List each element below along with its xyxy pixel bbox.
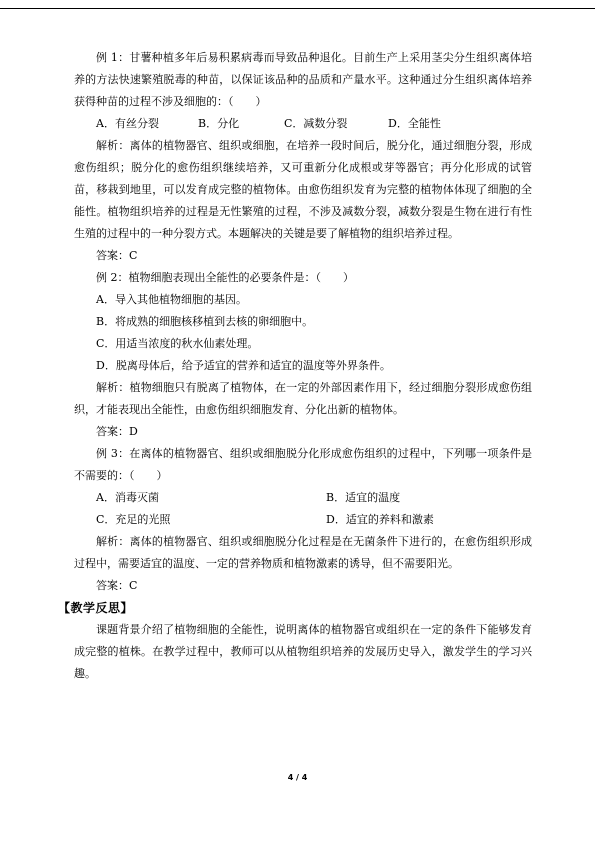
example-1-option-d: D．全能性 <box>388 117 441 130</box>
reflection-heading: 【教学反思】 <box>58 601 134 615</box>
example-3-option-b: B．适宜的温度 <box>326 491 401 504</box>
example-2-analysis: 解析：植物细胞只有脱离了植物体，在一定的外部因素作用下，经过细胞分裂形成愈伤组织，才能表现出全能性，由愈伤组织细胞发育、分化出新的植物体。 <box>74 381 532 416</box>
example-1-option-b: B．分化 <box>198 117 240 130</box>
example-1-analysis: 解析：离体的植物器官、组织或细胞，在培养一段时间后，脱分化，通过细胞分裂，形成愈伤组织；脱分化的愈伤组织继续培养，又可重新分化成根或芽等器官；再分化形成的试管苗，移栽到地里，可以发育成完整的植物体。由愈伤组织发育为完整的植物体体现了细胞的全能性。植物组织培养的过程是无性繁殖的过程，不涉及减数分裂，减数分裂是生物在进行有性生殖的过程中的一种分裂方式。本题解决的关键是要了解植物的组织培养过程。 <box>74 139 532 240</box>
example-3-answer: 答案：C <box>96 579 138 592</box>
example-3-analysis: 解析：离体的植物器官、组织或细胞脱分化过程是在无菌条件下进行的，在愈伤组织形成过程中，需要适宜的温度、一定的营养物质和植物激素的诱导，但不需要阳光。 <box>74 535 532 570</box>
example-1 <box>74 47 532 267</box>
example-2 <box>74 267 532 443</box>
reflection-text: 课题背景介绍了植物细胞的全能性，说明离体的植物器官或组织在一定的条件下能够发育成完整的植株。在教学过程中，教师可以从植物组织培养的发展历史导入，激发学生的学习兴趣。 <box>74 623 532 680</box>
example-2-option-a: A．导入其他植物细胞的基因。 <box>96 293 247 306</box>
example-3-options-row-1 <box>74 487 532 509</box>
example-3-option-a: A．消毒灭菌 <box>96 491 159 504</box>
example-3-option-d: D．适宜的养料和激素 <box>326 513 434 526</box>
example-3-option-c: C．充足的光照 <box>96 513 171 526</box>
example-1-option-c: C．减数分裂 <box>284 117 348 130</box>
example-1-option-a: A．有丝分裂 <box>96 117 159 130</box>
example-2-question: 例 2：植物细胞表现出全能性的必要条件是：（ ） <box>96 271 354 284</box>
example-2-option-c: C．用适当浓度的秋水仙素处理。 <box>96 337 259 350</box>
document-body <box>58 47 532 685</box>
example-3-question: 例 3：在离体的植物器官、组织或细胞脱分化形成愈伤组织的过程中，下列哪一项条件是不需要的：（ ） <box>74 447 532 482</box>
example-1-answer: 答案：C <box>96 249 138 262</box>
teaching-reflection <box>58 597 532 685</box>
example-1-question: 例 1：甘薯种植多年后易积累病毒而导致品种退化。目前生产上采用茎尖分生组织离体培养的方法快速繁殖脱毒的种苗，以保证该品种的品质和产量水平。这种通过分生组织离体培养获得种苗的过程不涉及细胞的：（ ） <box>74 51 532 108</box>
example-3 <box>74 443 532 597</box>
page-number: 4 / 4 <box>287 773 308 782</box>
example-2-option-d: D．脱离母体后，给予适宜的营养和适宜的温度等外界条件。 <box>96 359 391 372</box>
example-1-options <box>74 113 532 135</box>
example-2-answer: 答案：D <box>96 425 138 438</box>
example-3-options-row-2 <box>74 509 532 531</box>
header-rule <box>0 8 595 9</box>
example-2-option-b: B．将成熟的细胞核移植到去核的卵细胞中。 <box>96 315 314 328</box>
